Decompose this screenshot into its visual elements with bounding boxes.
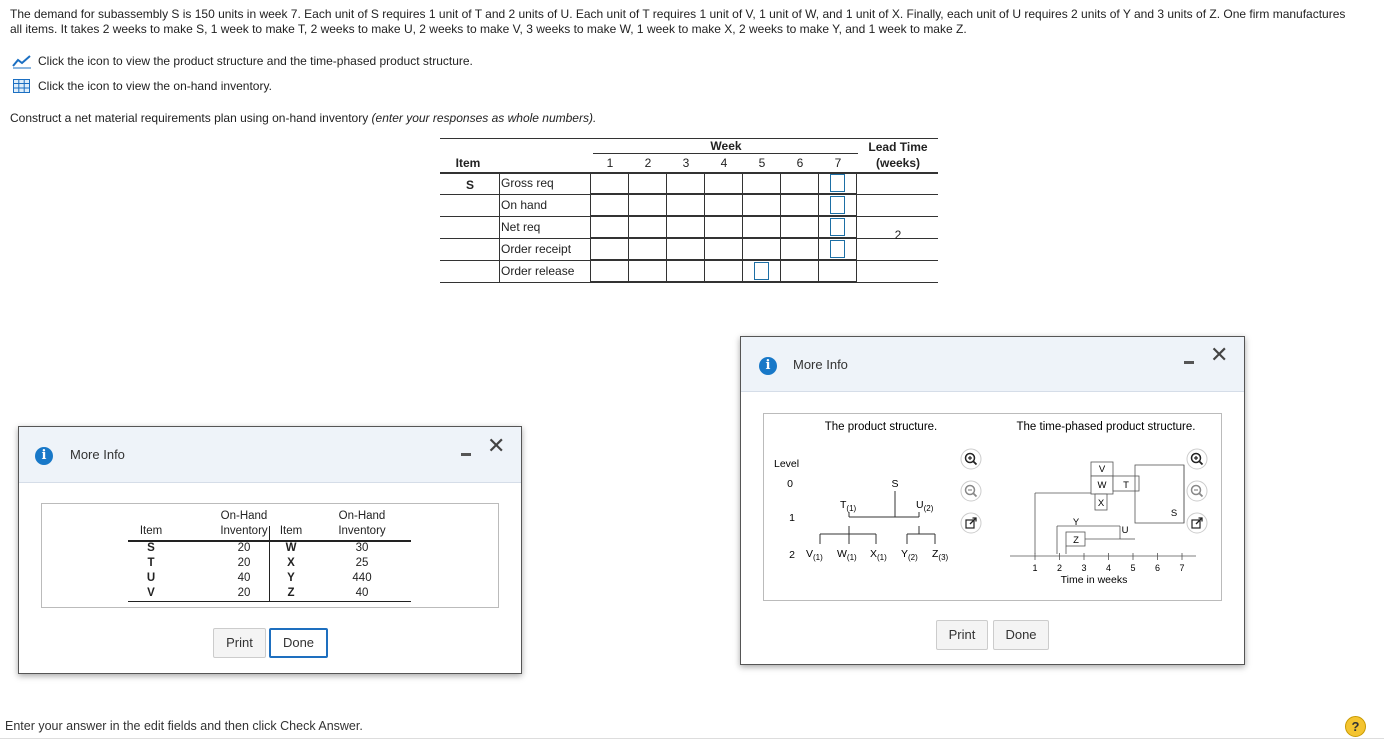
tp-tick-label-6: 6	[1154, 563, 1161, 573]
footer-instruction: Enter your answer in the edit fields and then click Check Answer.	[5, 719, 363, 733]
item-s: S	[465, 178, 474, 192]
mrp-cell	[667, 194, 705, 216]
tp-s: S	[1170, 508, 1178, 519]
answer-input-gross-req-week-7[interactable]	[830, 174, 845, 192]
tp-u: U	[1121, 525, 1129, 536]
mrp-cell	[781, 260, 819, 282]
mrp-table	[440, 138, 938, 284]
week-number-6: 6	[796, 156, 804, 170]
node-s: S	[891, 478, 899, 490]
tp-z: Z	[1073, 535, 1079, 546]
inventory-table-frame	[41, 503, 499, 608]
node-u: $U_{(2)}$	[916, 499, 934, 513]
node-x: $X_{(1)}$	[870, 548, 887, 562]
mrp-cell	[591, 260, 629, 282]
info-icon: i	[35, 447, 53, 465]
inventory-item-w: W	[285, 542, 297, 554]
zoom-out-icon[interactable]	[1186, 480, 1208, 502]
item-header: Item	[455, 156, 481, 170]
product-structure-link-row	[12, 53, 473, 69]
week-number-4: 4	[720, 156, 728, 170]
inventory-header-left: Inventory	[220, 525, 268, 537]
inventory-qty-s: 20	[237, 542, 251, 554]
inventory-item-s: S	[147, 542, 155, 554]
mrp-cell	[667, 216, 705, 238]
node-w: $W_{(1)}$	[837, 548, 857, 562]
info-icon: i	[759, 357, 777, 375]
done-button[interactable]: Done	[993, 620, 1049, 650]
node-y: $Y_{(2)}$	[901, 548, 918, 562]
week-header: Week	[710, 139, 742, 153]
node-v: $V_{(1)}$	[806, 548, 823, 562]
expand-icon[interactable]	[1186, 512, 1208, 534]
minimize-icon[interactable]	[461, 453, 471, 456]
row-label-order-release: Order release	[499, 260, 591, 282]
mrp-cell	[781, 238, 819, 260]
row-label-net-req: Net req	[499, 216, 591, 238]
problem-statement	[10, 7, 1375, 37]
node-t: $T_{(1)}$	[840, 499, 857, 513]
mrp-cell	[629, 194, 667, 216]
row-label-gross-req: Gross req	[499, 172, 591, 194]
mrp-cell	[629, 238, 667, 260]
mrp-cell	[705, 238, 743, 260]
product-structure-frame	[763, 413, 1222, 601]
print-button[interactable]: Print	[936, 620, 988, 650]
minimize-icon[interactable]	[1184, 361, 1194, 364]
tp-tick-label-1: 1	[1032, 563, 1038, 573]
zoom-out-icon[interactable]	[960, 480, 982, 502]
mrp-cell	[629, 260, 667, 282]
mrp-cell	[591, 194, 629, 216]
help-button[interactable]: ?	[1345, 716, 1366, 737]
close-icon[interactable]: ✕	[487, 434, 506, 459]
mrp-cell	[781, 172, 819, 194]
lead-time-header: Lead Time	[868, 140, 928, 154]
inventory-item-z: Z	[287, 587, 295, 599]
tp-v: V	[1098, 464, 1106, 475]
problem-line-1: The demand for subassembly S is 150 units in week 7. Each unit of S requires 1 unit of T and 2 units of U. Each unit of T requires 1 unit of V, 1 unit of W, and 1 unit of X. Finally, each unit of U requires 2 units of Y and 3 units of Z. One firm manufactures	[10, 7, 1346, 21]
item-header-left: Item	[139, 525, 163, 537]
inventory-item-v: V	[147, 587, 155, 599]
mrp-cell	[781, 216, 819, 238]
on-hand-link-text: Click the icon to view the on-hand inventory.	[38, 79, 272, 93]
mrp-cell	[781, 194, 819, 216]
week-number-7: 7	[834, 156, 842, 170]
mrp-cell	[743, 216, 781, 238]
mrp-cell	[705, 172, 743, 194]
level-label: Level	[774, 458, 800, 470]
week-number-5: 5	[758, 156, 766, 170]
tp-y: Y	[1072, 517, 1080, 528]
tp-tick-label-4: 4	[1105, 563, 1112, 573]
inventory-item-u: U	[146, 572, 156, 584]
inventory-qty-y: 440	[352, 572, 372, 584]
inventory-qty-v: 20	[237, 587, 251, 599]
done-button[interactable]: Done	[269, 628, 328, 658]
mrp-cell	[591, 238, 629, 260]
dialog-title: More Info	[793, 357, 848, 372]
lead-time-header-unit: (weeks)	[875, 156, 921, 170]
dialog-title: More Info	[70, 447, 125, 462]
row-label-order-receipt: Order receipt	[499, 238, 591, 260]
mrp-cell	[705, 194, 743, 216]
mrp-cell	[667, 172, 705, 194]
inventory-item-t: T	[147, 557, 155, 569]
inventory-header-right: Inventory	[338, 525, 386, 537]
tp-w: W	[1097, 480, 1107, 491]
table-icon[interactable]	[12, 78, 32, 94]
lead-time-value: 2	[894, 228, 902, 242]
tp-tick-label-3: 3	[1081, 563, 1087, 573]
expand-icon[interactable]	[960, 512, 982, 534]
mrp-cell	[819, 260, 857, 282]
tp-axis-label: Time in weeks	[1060, 574, 1128, 586]
print-button[interactable]: Print	[213, 628, 266, 658]
dialog-titlebar	[741, 337, 1244, 392]
problem-line-2: all items. It takes 2 weeks to make S, 1 week to make T, 2 weeks to make U, 2 weeks to make V, 3 weeks to make W, 1 week to make X, 2 weeks to make Y, and 1 week to make Z.	[10, 22, 967, 36]
mrp-cell	[629, 216, 667, 238]
tp-x: X	[1097, 498, 1105, 509]
answer-input-order-release-week-5[interactable]	[754, 262, 769, 280]
dialog-titlebar	[19, 427, 521, 483]
level-0: 0	[787, 478, 793, 490]
mrp-cell	[667, 238, 705, 260]
inventory-qty-x: 25	[355, 557, 369, 569]
inventory-qty-u: 40	[237, 572, 251, 584]
tp-title: The time-phased product structure.	[1016, 421, 1196, 433]
answer-input-on-hand-week-7[interactable]	[830, 196, 845, 214]
instruction-hint: (enter your responses as whole numbers).	[371, 111, 597, 125]
instruction	[10, 111, 596, 125]
product-structure-link-text: Click the icon to view the product structure and the time-phased product structure.	[38, 54, 473, 68]
mrp-cell	[705, 216, 743, 238]
zoom-in-icon[interactable]	[1186, 448, 1208, 470]
answer-input-net-req-week-7[interactable]	[830, 218, 845, 236]
inventory-qty-z: 40	[355, 587, 369, 599]
structure-figures	[764, 414, 1223, 602]
mrp-cell	[591, 172, 629, 194]
chart-icon[interactable]	[12, 53, 32, 69]
week-number-1: 1	[606, 156, 614, 170]
zoom-in-icon[interactable]	[960, 448, 982, 470]
week-number-3: 3	[682, 156, 690, 170]
tp-tick-label-7: 7	[1179, 563, 1185, 573]
answer-input-order-receipt-week-7[interactable]	[830, 240, 845, 258]
onhand-header-right: On-Hand	[338, 510, 386, 522]
inventory-qty-w: 30	[355, 542, 369, 554]
inventory-item-x: X	[287, 557, 295, 569]
mrp-cell	[629, 172, 667, 194]
item-header-right: Item	[279, 525, 303, 537]
mrp-cell	[667, 260, 705, 282]
mrp-cell	[591, 216, 629, 238]
inventory-qty-t: 20	[237, 557, 251, 569]
tp-tick-label-5: 5	[1130, 563, 1136, 573]
tp-t: T	[1123, 480, 1129, 491]
instruction-text: Construct a net material requirements plan using on-hand inventory	[10, 111, 372, 125]
ps-title: The product structure.	[824, 421, 938, 433]
mrp-cell	[743, 238, 781, 260]
mrp-cell	[743, 172, 781, 194]
node-z: $Z_{(3)}$	[932, 548, 949, 562]
inventory-dialog	[18, 426, 522, 674]
mrp-cell	[705, 260, 743, 282]
onhand-header-left: On-Hand	[220, 510, 268, 522]
row-label-on-hand: On hand	[499, 194, 591, 216]
week-number-2: 2	[644, 156, 652, 170]
level-1: 1	[789, 512, 795, 524]
mrp-cell	[743, 194, 781, 216]
inventory-item-y: Y	[287, 572, 295, 584]
tp-tick-label-2: 2	[1056, 563, 1063, 573]
product-structure-dialog	[740, 336, 1245, 665]
close-icon[interactable]: ✕	[1210, 343, 1229, 368]
level-2: 2	[789, 549, 795, 561]
on-hand-link-row	[12, 78, 272, 94]
